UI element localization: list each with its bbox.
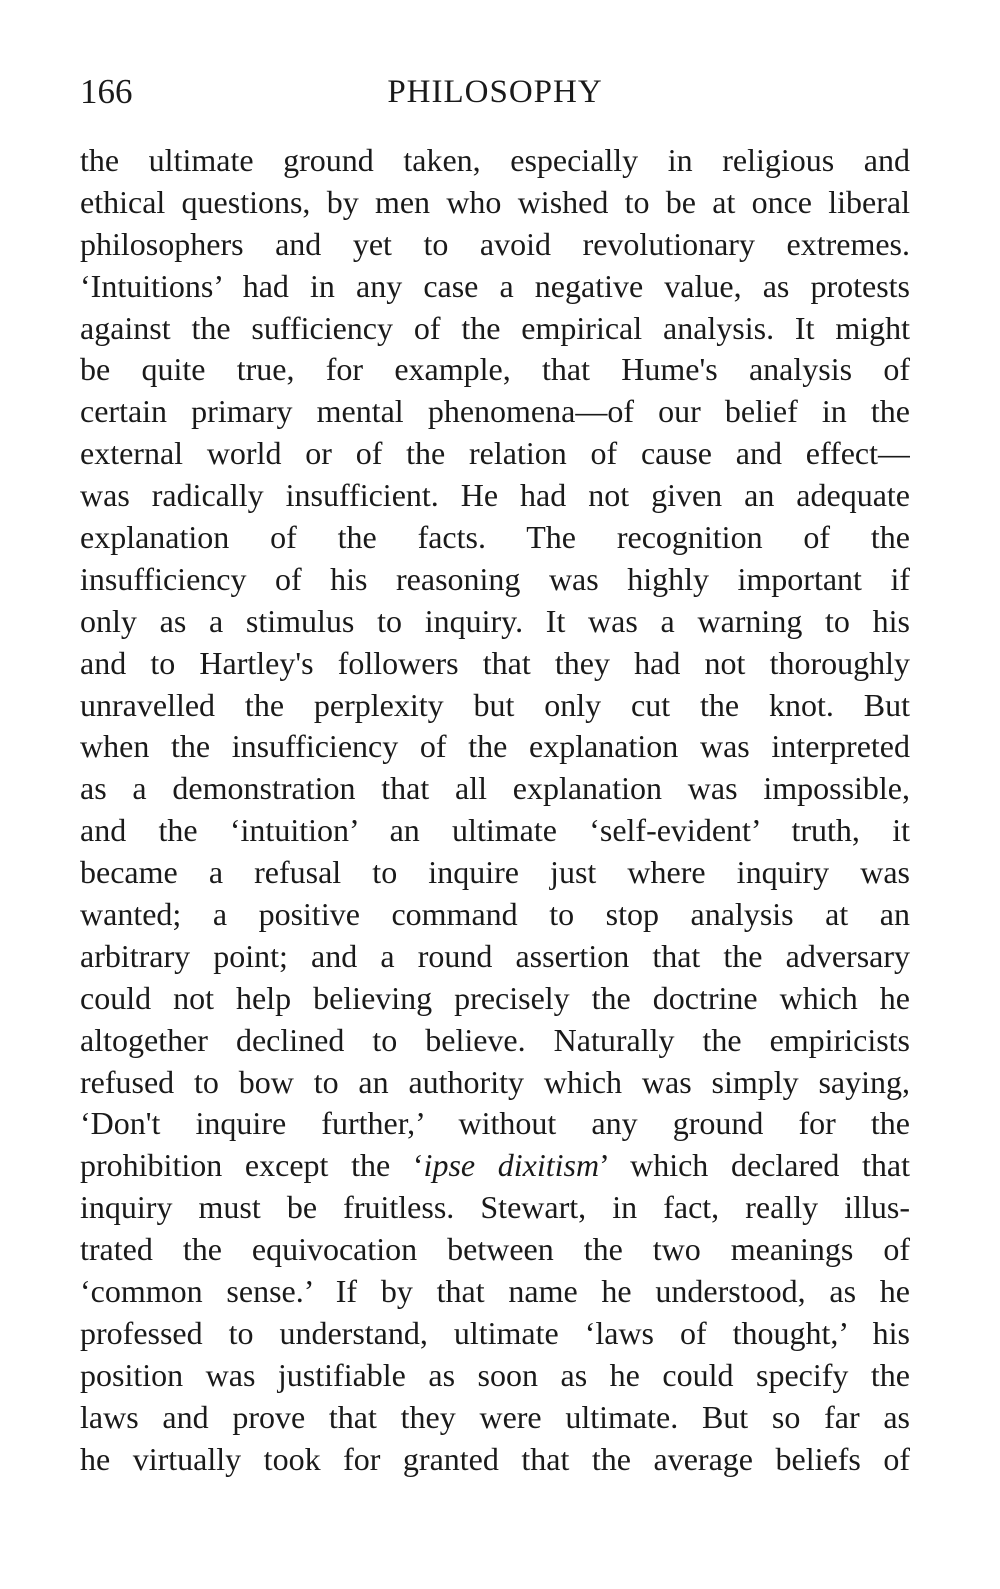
text-line: and to Hartley's followers that they had not thoroughly xyxy=(80,644,910,681)
text-line: he virtually took for granted that the average beliefs of xyxy=(80,1440,910,1477)
text-line: as a demonstration that all explanation was impossible, xyxy=(80,770,910,807)
text-line: professed to understand, ultimate ‘laws of thought,’ his xyxy=(80,1314,910,1351)
text-line: only as a stimulus to inquiry. It was a warning to his xyxy=(80,602,910,639)
text-segment: prohibition except the ‘ xyxy=(80,1147,424,1184)
text-line: laws and prove that they were ultimate. But so far as xyxy=(80,1398,910,1435)
text-line: be quite true, for example, that Hume's analysis of xyxy=(80,351,910,388)
text-line: ‘Intuitions’ had in any case a negative value, as protests xyxy=(80,267,910,304)
text-line: explanation of the facts. The recognition of the xyxy=(80,519,910,556)
text-line: and the ‘intuition’ an ultimate ‘self-evident’ truth, it xyxy=(80,812,910,849)
text-line: position was justifiable as soon as he could specify the xyxy=(80,1356,910,1393)
text-line: inquiry must be fruitless. Stewart, in fact, really illus- xyxy=(80,1189,910,1226)
text-line: external world or of the relation of cause and effect— xyxy=(80,435,910,472)
text-line: ‘Don't inquire further,’ without any ground for the xyxy=(80,1105,910,1142)
text-segment: ’ which declared that xyxy=(599,1147,910,1184)
text-line: insufficiency of his reasoning was highly important if xyxy=(80,560,910,597)
text-line: could not help believing precisely the doctrine which he xyxy=(80,979,910,1016)
text-line: altogether declined to believe. Naturally the empiricists xyxy=(80,1021,910,1058)
text-line-with-italic xyxy=(80,1145,910,1187)
italic-term: ipse dixitism xyxy=(423,1147,600,1184)
text-line: unravelled the perplexity but only cut the knot. But xyxy=(80,686,910,723)
page-number: 166 xyxy=(80,72,133,111)
body-text xyxy=(80,140,910,1481)
text-line: arbitrary point; and a round assertion that the adversary xyxy=(80,937,910,974)
text-line: ‘common sense.’ If by that name he understood, as he xyxy=(80,1273,910,1310)
text-line: ethical questions, by men who wished to be at once liberal xyxy=(80,183,910,220)
page-header xyxy=(80,66,910,118)
running-head: PHILOSOPHY xyxy=(387,74,603,110)
text-line: the ultimate ground taken, especially in religious and xyxy=(80,142,910,178)
text-line: against the sufficiency of the empirical analysis. It might xyxy=(80,309,910,346)
text-line: philosophers and yet to avoid revolutionary extremes. xyxy=(80,225,910,262)
text-line: was radically insufficient. He had not given an adequate xyxy=(80,477,910,514)
text-line: wanted; a positive command to stop analysis at an xyxy=(80,896,910,933)
text-line: certain primary mental phenomena—of our belief in the xyxy=(80,393,910,430)
text-line: trated the equivocation between the two meanings of xyxy=(80,1231,910,1268)
text-line: when the insufficiency of the explanation was interpreted xyxy=(80,728,910,765)
text-line: became a refusal to inquire just where inquiry was xyxy=(80,854,910,891)
text-line: refused to bow to an authority which was simply saying, xyxy=(80,1063,910,1100)
